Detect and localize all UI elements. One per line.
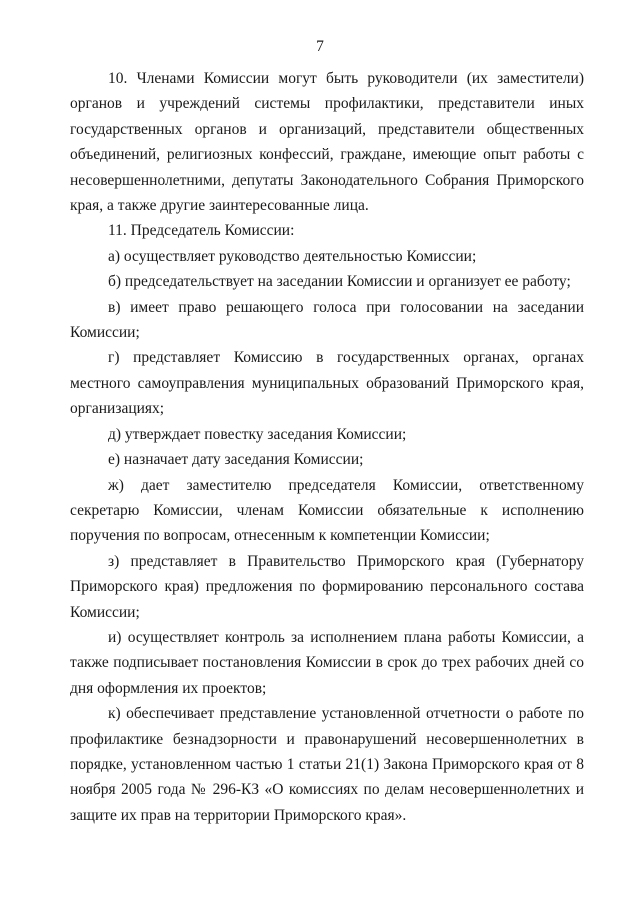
document-body xyxy=(70,66,584,828)
subparagraph-v: в) имеет право решающего голоса при голосовании на заседании Комиссии; xyxy=(70,298,584,342)
subparagraph-b: б) председательствует на заседании Комиссии и организует ее работу; xyxy=(108,273,571,291)
subparagraph-k: к) обеспечивает представление установленной отчетности о работе по профилактике безнадзорности и правонарушений несовершеннолетних в порядке, установленном частью 1 статьи 21(1) Закона Приморского края от 8 ноября 2005 года № 296-КЗ «О комиссиях по делам несовершеннолетних и защите их прав на территории Приморского края». xyxy=(70,705,584,824)
paragraph-item-10: 10. Членами Комиссии могут быть руководители (их заместители) органов и учреждений системы профилактики, представители иных государственных органов и организаций, представители общественных объединений, религиозных конфессий, граждане, имеющие опыт работы с несовершеннолетними, депутаты Законодательного Собрания Приморского края, а также другие заинтересованные лица. xyxy=(70,70,584,215)
subparagraph-zh: ж) дает заместителю председателя Комиссии, ответственному секретарю Комиссии, членам Комиссии обязательные к исполнению поручения по вопросам, отнесенным к компетенции Комиссии; xyxy=(70,476,584,545)
subparagraph-e: е) назначает дату заседания Комиссии; xyxy=(108,451,364,469)
subparagraph-z: з) представляет в Правительство Приморского края (Губернатору Приморского края) предложения по формированию персонального состава Комиссии; xyxy=(70,552,584,621)
subparagraph-d: д) утверждает повестку заседания Комиссии; xyxy=(108,425,407,443)
page-number: 7 xyxy=(316,38,324,55)
paragraph-item-11: 11. Председатель Комиссии: xyxy=(108,222,295,240)
subparagraph-a: а) осуществляет руководство деятельностью Комиссии; xyxy=(108,247,477,265)
subparagraph-i: и) осуществляет контроль за исполнением плана работы Комиссии, а также подписывает постановления Комиссии в срок до трех рабочих дней со дня оформления их проектов; xyxy=(70,628,584,697)
subparagraph-g: г) представляет Комиссию в государственных органах, органах местного самоуправления муниципальных образований Приморского края, организациях; xyxy=(70,349,584,418)
